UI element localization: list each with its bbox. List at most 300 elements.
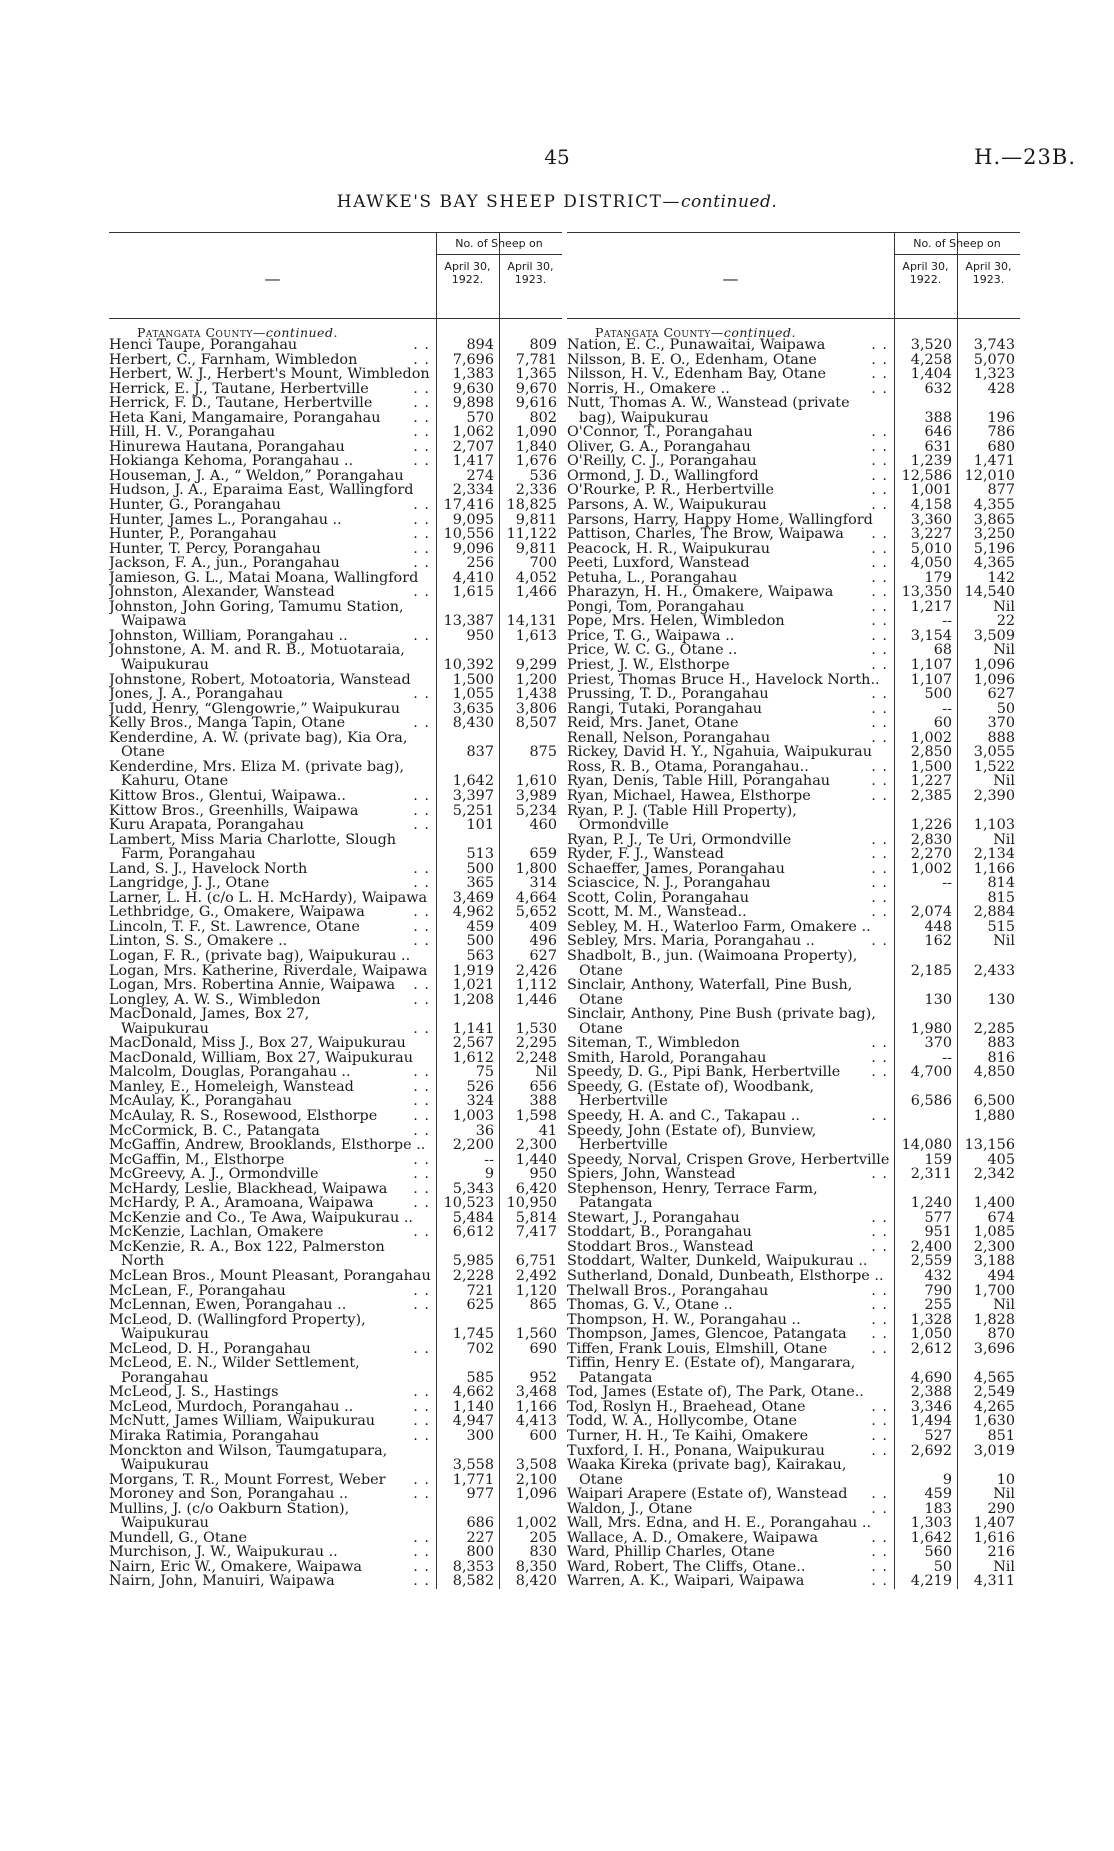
divider xyxy=(499,319,500,1589)
table-row xyxy=(109,1167,562,1182)
owner-name: Tod, Roslyn H., Braehead, Otane xyxy=(567,1399,806,1415)
table-row xyxy=(567,658,1020,673)
sheep-1923-cell: 10,950 xyxy=(506,1195,557,1212)
sheep-1922-cell: 1,226 xyxy=(910,817,952,834)
sheep-1922-cell: 500 xyxy=(466,933,494,950)
table-row xyxy=(109,978,562,993)
sheep-1922-cell: 1,771 xyxy=(452,1471,494,1488)
section-county: Patangata County— xyxy=(595,325,724,340)
table-row xyxy=(567,891,1020,906)
section-continued: continued. xyxy=(265,325,338,340)
sheep-1923-cell: 815 xyxy=(987,889,1015,906)
divider xyxy=(957,319,958,1589)
owner-name: Stephenson, Henry, Terrace Farm, Patangata xyxy=(567,1181,818,1211)
owner-name-cell xyxy=(567,1051,894,1066)
owner-name: Henci Taupe, Porangahau xyxy=(109,338,298,353)
sheep-1922-cell: 686 xyxy=(466,1515,494,1532)
sheep-1923-cell: 600 xyxy=(529,1428,557,1445)
owner-name-cell xyxy=(109,1545,436,1560)
owner-name: McLean Bros., Mount Pleasant, Porangahau xyxy=(109,1269,431,1284)
owner-name: Hunter, G., Porangahau xyxy=(109,498,281,513)
sheep-1923-cell: 216 xyxy=(987,1544,1015,1561)
sheep-1922-cell: 183 xyxy=(924,1500,952,1517)
table-header xyxy=(567,232,1020,319)
owner-name-cell xyxy=(109,702,436,717)
sheep-1923-cell: 674 xyxy=(987,1209,1015,1226)
table-row xyxy=(109,1284,562,1299)
sheep-1922-cell: 527 xyxy=(924,1428,952,1445)
table-row xyxy=(109,1153,562,1168)
owner-name: Speedy, John (Estate of), Bunview, Herbertville xyxy=(567,1123,817,1153)
sheep-1922-cell: 585 xyxy=(466,1369,494,1386)
owner-name: Thompson, James, Glencoe, Patangata xyxy=(567,1327,847,1342)
owner-name-cell xyxy=(567,440,894,455)
table-row xyxy=(567,1153,1020,1168)
sheep-1922-cell: 459 xyxy=(924,1486,952,1503)
sheep-1923-cell: 9,670 xyxy=(515,380,557,397)
owner-name: Kuru Arapata, Porangahau xyxy=(109,818,304,833)
sheep-1922-cell: 4,700 xyxy=(910,1064,952,1081)
sheep-1922-cell: 631 xyxy=(924,438,952,455)
owner-name: Prussing, T. D., Porangahau xyxy=(567,687,769,702)
sheep-1922-cell: 9,630 xyxy=(452,380,494,397)
sheep-1923-cell: 496 xyxy=(529,933,557,950)
sheep-1922-cell: 14,080 xyxy=(901,1137,952,1154)
table-row xyxy=(109,993,562,1008)
sheep-1923-cell: 5,814 xyxy=(515,1209,557,1226)
owner-name: Ormond, J. D., Wallingford xyxy=(567,468,759,484)
owner-name-cell xyxy=(567,1298,894,1313)
table-row xyxy=(109,483,562,498)
owner-name-cell xyxy=(567,1240,894,1255)
owner-name-cell xyxy=(567,1327,894,1342)
owner-name-cell xyxy=(109,469,436,484)
table-row xyxy=(109,338,562,353)
owner-name: Petuha, L., Porangahau xyxy=(567,570,738,586)
name-column-header: — xyxy=(264,269,281,288)
sheep-1922-cell: 646 xyxy=(924,424,952,441)
table-row xyxy=(109,556,562,571)
sheep-1923-cell: 7,417 xyxy=(515,1224,557,1241)
sheep-1923-cell: 877 xyxy=(987,482,1015,499)
sheep-1923-cell: 700 xyxy=(529,555,557,572)
sheep-1922-cell: 1,062 xyxy=(452,424,494,441)
owner-name: MacDonald, Miss J., Box 27, Waipukurau xyxy=(109,1036,406,1051)
sheep-1923-cell: 627 xyxy=(987,686,1015,703)
sheep-1923-cell: Nil xyxy=(993,773,1015,790)
owner-name: Rickey, David H. Y., Ngahuia, Waipukurau xyxy=(567,745,872,760)
owner-name-cell xyxy=(567,614,894,629)
owner-name-cell xyxy=(567,367,894,382)
sheep-1922-cell: 1,745 xyxy=(452,1326,494,1343)
owner-name: McKenzie, R. A., Box 122, Palmerston North xyxy=(109,1239,385,1269)
sheep-1923-cell: 1,407 xyxy=(973,1515,1015,1532)
sheep-1923-cell: 802 xyxy=(529,409,557,426)
owner-name: Logan, Mrs. Robertina Annie, Waipawa xyxy=(109,978,396,993)
owner-name-cell xyxy=(109,891,436,906)
sheep-1923-cell: 950 xyxy=(529,1166,557,1183)
owner-name: Parsons, Harry, Happy Home, Wallingford xyxy=(567,512,873,528)
owner-name: Parsons, A. W., Waipukurau xyxy=(567,498,767,513)
sheep-1923-cell: 888 xyxy=(987,729,1015,746)
sheep-1923-cell: 1,560 xyxy=(515,1326,557,1343)
owner-name: Murchison, J. W., Waipukurau .. xyxy=(109,1545,338,1560)
owner-name-cell xyxy=(567,774,894,789)
sheep-1923-cell: 952 xyxy=(529,1369,557,1386)
owner-name-cell xyxy=(109,629,436,644)
owner-name-cell xyxy=(109,1240,436,1269)
owner-name: Kelly Bros., Manga Tapin, Otane xyxy=(109,716,346,731)
sheep-1923-cell: 3,250 xyxy=(973,526,1015,543)
sheep-1922-cell: 4,158 xyxy=(910,497,952,514)
table-row xyxy=(567,1400,1020,1415)
owner-name: Nilsson, H. V., Edenham Bay, Otane xyxy=(567,367,826,382)
sheep-1922-cell: 1,227 xyxy=(910,773,952,790)
table-row xyxy=(567,353,1020,368)
owner-name: Waldon, J., Otane xyxy=(567,1501,693,1517)
table-row xyxy=(109,1182,562,1197)
owner-name: Tiffin, Henry E. (Estate of), Mangarara, Patangata xyxy=(567,1356,856,1386)
table-row xyxy=(567,1240,1020,1255)
owner-name-cell xyxy=(109,1153,436,1168)
table-row xyxy=(109,440,562,455)
table-row xyxy=(109,716,562,731)
section-heading xyxy=(567,319,1020,338)
sheep-1923-cell: 1,400 xyxy=(973,1195,1015,1212)
owner-name-cell xyxy=(567,571,894,586)
owner-name-cell xyxy=(567,702,894,717)
owner-name: Thompson, H. W., Porangahau .. xyxy=(567,1312,801,1328)
sheep-group-header: No. of Sheep on xyxy=(455,237,543,250)
table-row xyxy=(109,1094,562,1109)
owner-name: Ryan, Michael, Hawea, Elsthorpe xyxy=(567,788,811,804)
sheep-1922-cell: 68 xyxy=(933,642,952,659)
table-row xyxy=(109,1240,562,1269)
owner-name-cell xyxy=(567,1182,894,1211)
table-row xyxy=(567,833,1020,848)
owner-name: Waaka Kireka (private bag), Kairakau, Otane xyxy=(567,1458,847,1488)
owner-name: Herbert, W. J., Herbert's Mount, Wimbledon xyxy=(109,367,430,382)
sheep-1923-cell: 1,613 xyxy=(515,627,557,644)
sheep-1922-cell: 1,615 xyxy=(452,584,494,601)
owner-name: Pongi, Tom, Porangahau xyxy=(567,599,745,615)
sheep-1923-cell: 1,700 xyxy=(973,1282,1015,1299)
sheep-1922-cell: 837 xyxy=(466,744,494,761)
sheep-1922-cell: 526 xyxy=(466,1078,494,1095)
table-row xyxy=(567,571,1020,586)
sheep-1922-cell: 50 xyxy=(933,1558,952,1575)
owner-name: Shadbolt, B., jun. (Waimoana Property), Otane xyxy=(567,948,858,979)
sheep-1922-cell: 4,690 xyxy=(910,1369,952,1386)
table-row xyxy=(109,600,562,629)
sheep-1923-cell: 659 xyxy=(529,846,557,863)
sheep-1922-cell: 6,612 xyxy=(452,1224,494,1241)
table-row xyxy=(109,818,562,833)
owner-name-cell xyxy=(109,1036,436,1051)
owner-name: Speedy, Norval, Crispen Grove, Herbertville xyxy=(567,1152,890,1168)
sheep-1923-cell: 1,630 xyxy=(973,1413,1015,1430)
owner-name-cell xyxy=(109,949,436,964)
owner-name-cell xyxy=(567,1254,894,1269)
title-continued: continued. xyxy=(681,192,778,212)
sheep-1922-cell: 1,141 xyxy=(452,1020,494,1037)
owner-name-cell xyxy=(109,571,436,586)
owner-name-cell xyxy=(567,1502,894,1517)
divider xyxy=(436,319,437,1589)
sheep-1922-cell: 2,400 xyxy=(910,1238,952,1255)
sheep-1923-cell: 515 xyxy=(987,918,1015,935)
owner-name: Lambert, Miss Maria Charlotte, Slough Farm, Porangahau xyxy=(109,832,397,862)
owner-name-cell xyxy=(109,1080,436,1095)
owner-name-cell xyxy=(109,527,436,542)
owner-name-cell xyxy=(109,600,436,629)
owner-name: Langridge, J. J., Otane xyxy=(109,876,270,891)
owner-name-cell xyxy=(567,1124,894,1153)
table-row xyxy=(567,731,1020,746)
table-row xyxy=(109,498,562,513)
owner-name-cell xyxy=(109,1574,436,1589)
sheep-1922-cell: 1,001 xyxy=(910,482,952,499)
sheep-1923-cell: Nil xyxy=(993,831,1015,848)
owner-name-cell xyxy=(567,1458,894,1487)
sheep-1923-cell: 370 xyxy=(987,715,1015,732)
owner-name: Kenderdine, A. W. (private bag), Kia Ora, Otane xyxy=(109,730,408,760)
owner-name-cell xyxy=(109,804,436,819)
owner-name: Manley, E., Homeleigh, Wanstead xyxy=(109,1079,354,1095)
sheep-1923-cell: 205 xyxy=(529,1529,557,1546)
owner-name: McKenzie, Lachlan, Omakere xyxy=(109,1225,324,1240)
owner-name-cell xyxy=(109,964,436,979)
owner-name-cell xyxy=(109,498,436,513)
owner-name-cell xyxy=(109,440,436,455)
sheep-1922-cell: 977 xyxy=(466,1486,494,1503)
owner-name: Kittow Bros., Glentui, Waipawa.. xyxy=(109,788,346,804)
table-body xyxy=(109,319,562,1589)
table-row xyxy=(109,1007,562,1036)
owner-name-cell xyxy=(109,1094,436,1109)
sheep-1923-cell: 865 xyxy=(529,1297,557,1314)
owner-name-cell xyxy=(109,818,436,833)
owner-name: McCormick, B. C., Patangata xyxy=(109,1123,320,1139)
sheep-1923-cell: 1,471 xyxy=(973,453,1015,470)
owner-name-cell xyxy=(567,498,894,513)
sheep-1922-cell: 1,642 xyxy=(452,773,494,790)
owner-name: McLeod, Murdoch, Porangahau .. xyxy=(109,1399,354,1415)
left-table xyxy=(109,232,562,1589)
owner-name-cell xyxy=(567,1167,894,1182)
sheep-1923-cell: 130 xyxy=(987,991,1015,1008)
sheep-1922-cell: 5,484 xyxy=(452,1209,494,1226)
sheep-1922-cell: 2,388 xyxy=(910,1384,952,1401)
table-row xyxy=(109,411,562,426)
owner-name-cell xyxy=(567,1065,894,1080)
sheep-1922-cell: 12,586 xyxy=(901,467,952,484)
sheep-1923-cell: 8,507 xyxy=(515,715,557,732)
owner-name: Heta Kani, Mangamaire, Porangahau xyxy=(109,410,381,426)
owner-name: Speedy, G. (Estate of), Woodbank, Herbertville xyxy=(567,1079,815,1109)
sheep-1923-cell: 1,365 xyxy=(515,366,557,383)
table-row xyxy=(567,1444,1020,1459)
owner-name: Ryan, Denis, Table Hill, Porangahau xyxy=(567,774,831,789)
table-row xyxy=(567,789,1020,804)
owner-name: Stoddart, Walter, Dunkeld, Waipukurau .. xyxy=(567,1254,868,1269)
table-row xyxy=(567,1167,1020,1182)
owner-name: Hunter, T. Percy, Porangahau xyxy=(109,541,321,557)
table-row xyxy=(567,614,1020,629)
table-row xyxy=(567,745,1020,760)
sheep-1923-cell: 1,323 xyxy=(973,366,1015,383)
owner-name-cell xyxy=(567,585,894,600)
owner-name-cell xyxy=(109,1211,436,1226)
sheep-1922-cell: 10,523 xyxy=(443,1195,494,1212)
owner-name-cell xyxy=(109,425,436,440)
sheep-1923-cell: 2,336 xyxy=(515,482,557,499)
owner-name: Todd, W. A., Hollycombe, Otane xyxy=(567,1414,797,1430)
table-row xyxy=(109,1444,562,1473)
sheep-1922-cell: 1,021 xyxy=(452,977,494,994)
sheep-1923-cell: 1,522 xyxy=(973,758,1015,775)
owner-name-cell xyxy=(109,542,436,557)
owner-name-cell xyxy=(109,1342,436,1357)
sheep-1922-cell: 10,556 xyxy=(443,526,494,543)
sheep-1922-cell: 1,500 xyxy=(452,671,494,688)
owner-name: Scott, Colin, Porangahau xyxy=(567,890,749,906)
col-1923-header: April 30, 1923. xyxy=(965,260,1012,286)
owner-name: Kittow Bros., Greenhills, Waipawa xyxy=(109,803,359,819)
sheep-1923-cell: 9,299 xyxy=(515,657,557,674)
sheep-1922-cell: 790 xyxy=(924,1282,952,1299)
sheep-1922-cell: 2,385 xyxy=(910,787,952,804)
owner-name-cell xyxy=(567,1531,894,1546)
owner-name-cell xyxy=(567,949,894,978)
sheep-1923-cell: 2,492 xyxy=(515,1268,557,1284)
sheep-1923-cell: 3,865 xyxy=(973,511,1015,528)
owner-name-cell xyxy=(567,716,894,731)
table-row xyxy=(567,760,1020,775)
sheep-1923-cell: 3,696 xyxy=(973,1340,1015,1357)
table-row xyxy=(567,1254,1020,1269)
sheep-1922-cell: 2,228 xyxy=(452,1268,494,1284)
table-row xyxy=(109,643,562,672)
owner-name: Schaeffer, James, Porangahau xyxy=(567,861,785,877)
sheep-1923-cell: 1,112 xyxy=(515,977,557,994)
owner-name: Renall, Nelson, Porangahau xyxy=(567,730,771,746)
sheep-1923-cell: 41 xyxy=(538,1122,557,1139)
table-row xyxy=(109,1531,562,1546)
sheep-1922-cell: 432 xyxy=(924,1268,952,1284)
owner-name-cell xyxy=(567,920,894,935)
sheep-1923-cell: 22 xyxy=(996,613,1015,630)
table-row xyxy=(567,600,1020,615)
row-list xyxy=(109,338,562,1589)
owner-name-cell xyxy=(109,1444,436,1473)
owner-name: MacDonald, William, Box 27, Waipukurau xyxy=(109,1050,414,1066)
sheep-1923-cell: 9,616 xyxy=(515,395,557,412)
table-row xyxy=(567,1414,1020,1429)
sheep-1923-cell: 4,311 xyxy=(973,1573,1015,1590)
owner-name: Oliver, G. A., Porangahau xyxy=(567,439,751,455)
sheep-1923-cell: 1,438 xyxy=(515,686,557,703)
sheep-1922-cell: 1,328 xyxy=(910,1311,952,1328)
owner-name-cell xyxy=(109,920,436,935)
owner-name: Hill, H. V., Porangahau xyxy=(109,425,276,440)
owner-name: Morgans, T. R., Mount Forrest, Weber xyxy=(109,1472,386,1488)
sheep-1923-cell: 4,052 xyxy=(515,569,557,586)
owner-name: Hudson, J. A., Eparaima East, Wallingford xyxy=(109,483,414,499)
sheep-1923-cell: 1,166 xyxy=(973,860,1015,877)
owner-name: McAulay, K., Porangahau xyxy=(109,1094,292,1109)
owner-name: Tod, James (Estate of), The Park, Otane.. xyxy=(567,1385,864,1400)
sheep-1922-cell: 3,520 xyxy=(910,337,952,353)
sheep-1922-cell: 8,353 xyxy=(452,1558,494,1575)
sheep-1922-cell: 4,947 xyxy=(452,1413,494,1430)
sheep-1922-cell: 1,140 xyxy=(452,1398,494,1415)
owner-name: Hunter, James L., Porangahau .. xyxy=(109,512,342,528)
sheep-1922-cell: 513 xyxy=(466,846,494,863)
table-row xyxy=(109,1225,562,1240)
owner-name: O'Reilly, C. J., Porangahau xyxy=(567,454,757,469)
sheep-1923-cell: 2,426 xyxy=(515,962,557,979)
owner-name: Peeti, Luxford, Wanstead xyxy=(567,556,750,571)
table-row xyxy=(567,847,1020,862)
sheep-1922-cell: 951 xyxy=(924,1224,952,1241)
sheep-1922-cell: 563 xyxy=(466,947,494,964)
table-row xyxy=(567,949,1020,978)
sheep-1923-cell: Nil xyxy=(535,1064,557,1081)
owner-name-cell xyxy=(109,643,436,672)
owner-name-cell xyxy=(109,1269,436,1284)
owner-name-cell xyxy=(567,1284,894,1299)
owner-name: Turner, H. H., Te Kaihi, Omakere xyxy=(567,1429,809,1444)
sheep-1922-cell: 130 xyxy=(924,991,952,1008)
sheep-1923-cell: 3,989 xyxy=(515,787,557,804)
owner-name: Thelwall Bros., Porangahau xyxy=(567,1283,769,1299)
owner-name-cell xyxy=(567,673,894,688)
owner-name: Logan, Mrs. Katherine, Riverdale, Waipawa xyxy=(109,963,428,979)
table-row xyxy=(567,367,1020,382)
table-body xyxy=(567,319,1020,1589)
sheep-1922-cell: 459 xyxy=(466,918,494,935)
sheep-1922-cell: 3,346 xyxy=(910,1398,952,1415)
col-1922-header: April 30, 1922. xyxy=(444,260,491,286)
owner-name: Scott, M. M., Wanstead.. xyxy=(567,905,747,920)
sheep-1922-cell: 1,500 xyxy=(910,758,952,775)
owner-name-cell xyxy=(567,396,894,425)
owner-name: Johnston, Alexander, Wanstead xyxy=(109,585,335,600)
sheep-1923-cell: 786 xyxy=(987,424,1015,441)
owner-name-cell xyxy=(109,483,436,498)
owner-name: Lethbridge, G., Omakere, Waipawa xyxy=(109,905,365,920)
owner-name-cell xyxy=(567,789,894,804)
table-row xyxy=(109,891,562,906)
sheep-1922-cell: 950 xyxy=(466,627,494,644)
sheep-1922-cell: 800 xyxy=(466,1544,494,1561)
table-row xyxy=(567,716,1020,731)
table-row xyxy=(109,1080,562,1095)
sheep-1923-cell: 4,265 xyxy=(973,1398,1015,1415)
table-row xyxy=(567,1356,1020,1385)
sheep-1923-cell: 4,664 xyxy=(515,889,557,906)
sheep-1923-cell: 290 xyxy=(987,1500,1015,1517)
table-row xyxy=(109,542,562,557)
owner-name-cell xyxy=(567,1385,894,1400)
owner-name: Speedy, D. G., Pipi Bank, Herbertville xyxy=(567,1065,841,1080)
owner-name: Herrick, E. J., Tautane, Herbertville xyxy=(109,381,369,397)
table-row xyxy=(567,483,1020,498)
sheep-1923-cell: 494 xyxy=(987,1268,1015,1284)
owner-name-cell xyxy=(109,1182,436,1197)
col-1923-header: April 30, 1923. xyxy=(507,260,554,286)
